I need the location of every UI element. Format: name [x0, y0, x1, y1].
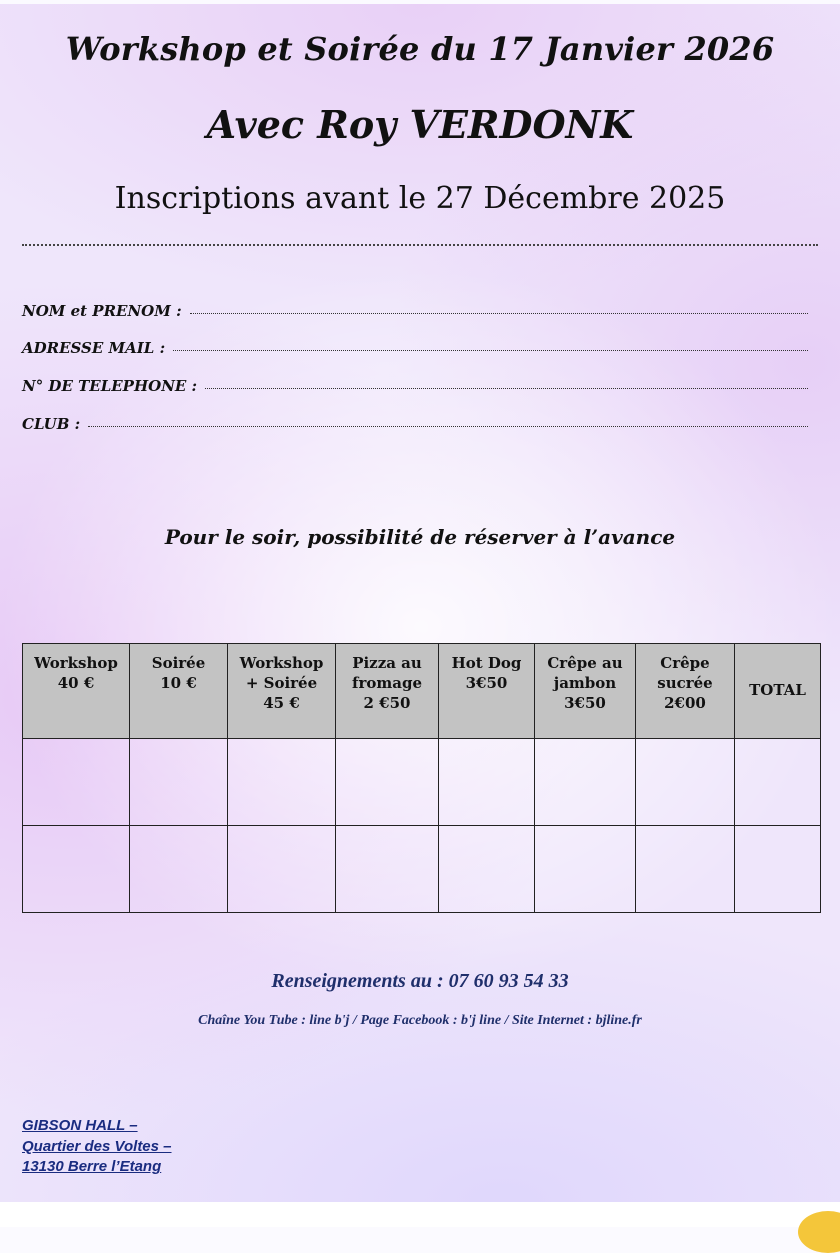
cell-workshop[interactable]	[23, 826, 130, 913]
email-field-line[interactable]	[173, 350, 808, 351]
cell-workshop[interactable]	[23, 739, 130, 826]
cell-crepe-jambon[interactable]	[535, 739, 636, 826]
header-workshop-soiree: Workshop + Soirée 45 €	[228, 644, 336, 739]
social-links: Chaîne You Tube : line b'j / Page Facebook : b'j line / Site Internet : bjline.fr	[198, 1013, 642, 1028]
address-line[interactable]: Quartier des Voltes –	[22, 1137, 172, 1155]
phone-field-label: N° DE TELEPHONE :	[22, 377, 203, 395]
cell-crepe-jambon[interactable]	[535, 826, 636, 913]
email-field-label: ADRESSE MAIL :	[22, 339, 171, 357]
address-line[interactable]: 13130 Berre l’Etang	[22, 1158, 162, 1176]
header-total: TOTAL	[735, 644, 821, 739]
header-crepe-jambon: Crêpe au jambon 3€50	[535, 644, 636, 739]
order-table-header-row	[23, 644, 821, 739]
name-field[interactable]	[22, 302, 808, 320]
email-field[interactable]	[22, 339, 808, 357]
registration-form-page	[0, 4, 840, 1202]
table-row	[23, 739, 821, 826]
contact-info: Renseignements au : 07 60 93 54 33	[271, 970, 569, 992]
registration-deadline: Inscriptions avant le 27 Décembre 2025	[114, 181, 726, 216]
club-field-line[interactable]	[88, 426, 808, 427]
table-row	[23, 826, 821, 913]
address-line[interactable]: GIBSON HALL –	[22, 1117, 138, 1134]
club-field-label: CLUB :	[22, 415, 86, 433]
header-pizza-fromage: Pizza au fromage 2 €50	[336, 644, 439, 739]
phone-field-line[interactable]	[205, 388, 808, 389]
name-field-line[interactable]	[190, 313, 808, 314]
cell-workshop-soiree[interactable]	[228, 739, 336, 826]
evening-reservation-note: Pour le soir, possibilité de réserver à l’avance	[164, 525, 676, 549]
cell-soiree[interactable]	[130, 739, 228, 826]
venue-address[interactable]	[22, 1116, 172, 1178]
floating-button[interactable]	[798, 1211, 840, 1253]
cell-soiree[interactable]	[130, 826, 228, 913]
bottom-strip	[0, 1202, 840, 1227]
header-crepe-sucree: Crêpe sucrée 2€00	[636, 644, 735, 739]
cell-crepe-sucree[interactable]	[636, 826, 735, 913]
dotted-separator	[22, 244, 818, 246]
header-workshop: Workshop 40 €	[23, 644, 130, 739]
phone-field[interactable]	[22, 377, 808, 395]
cell-pizza-fromage[interactable]	[336, 826, 439, 913]
cell-hot-dog[interactable]	[439, 739, 535, 826]
cell-total[interactable]	[735, 826, 821, 913]
club-field[interactable]	[22, 415, 808, 433]
header-soiree: Soirée 10 €	[130, 644, 228, 739]
cell-pizza-fromage[interactable]	[336, 739, 439, 826]
header-hot-dog: Hot Dog 3€50	[439, 644, 535, 739]
cell-workshop-soiree[interactable]	[228, 826, 336, 913]
cell-crepe-sucree[interactable]	[636, 739, 735, 826]
cell-total[interactable]	[735, 739, 821, 826]
name-field-label: NOM et PRENOM :	[22, 302, 187, 320]
cell-hot-dog[interactable]	[439, 826, 535, 913]
page-title: Workshop et Soirée du 17 Janvier 2026	[65, 30, 775, 68]
page-subtitle: Avec Roy VERDONK	[206, 102, 634, 147]
order-table	[22, 643, 821, 913]
